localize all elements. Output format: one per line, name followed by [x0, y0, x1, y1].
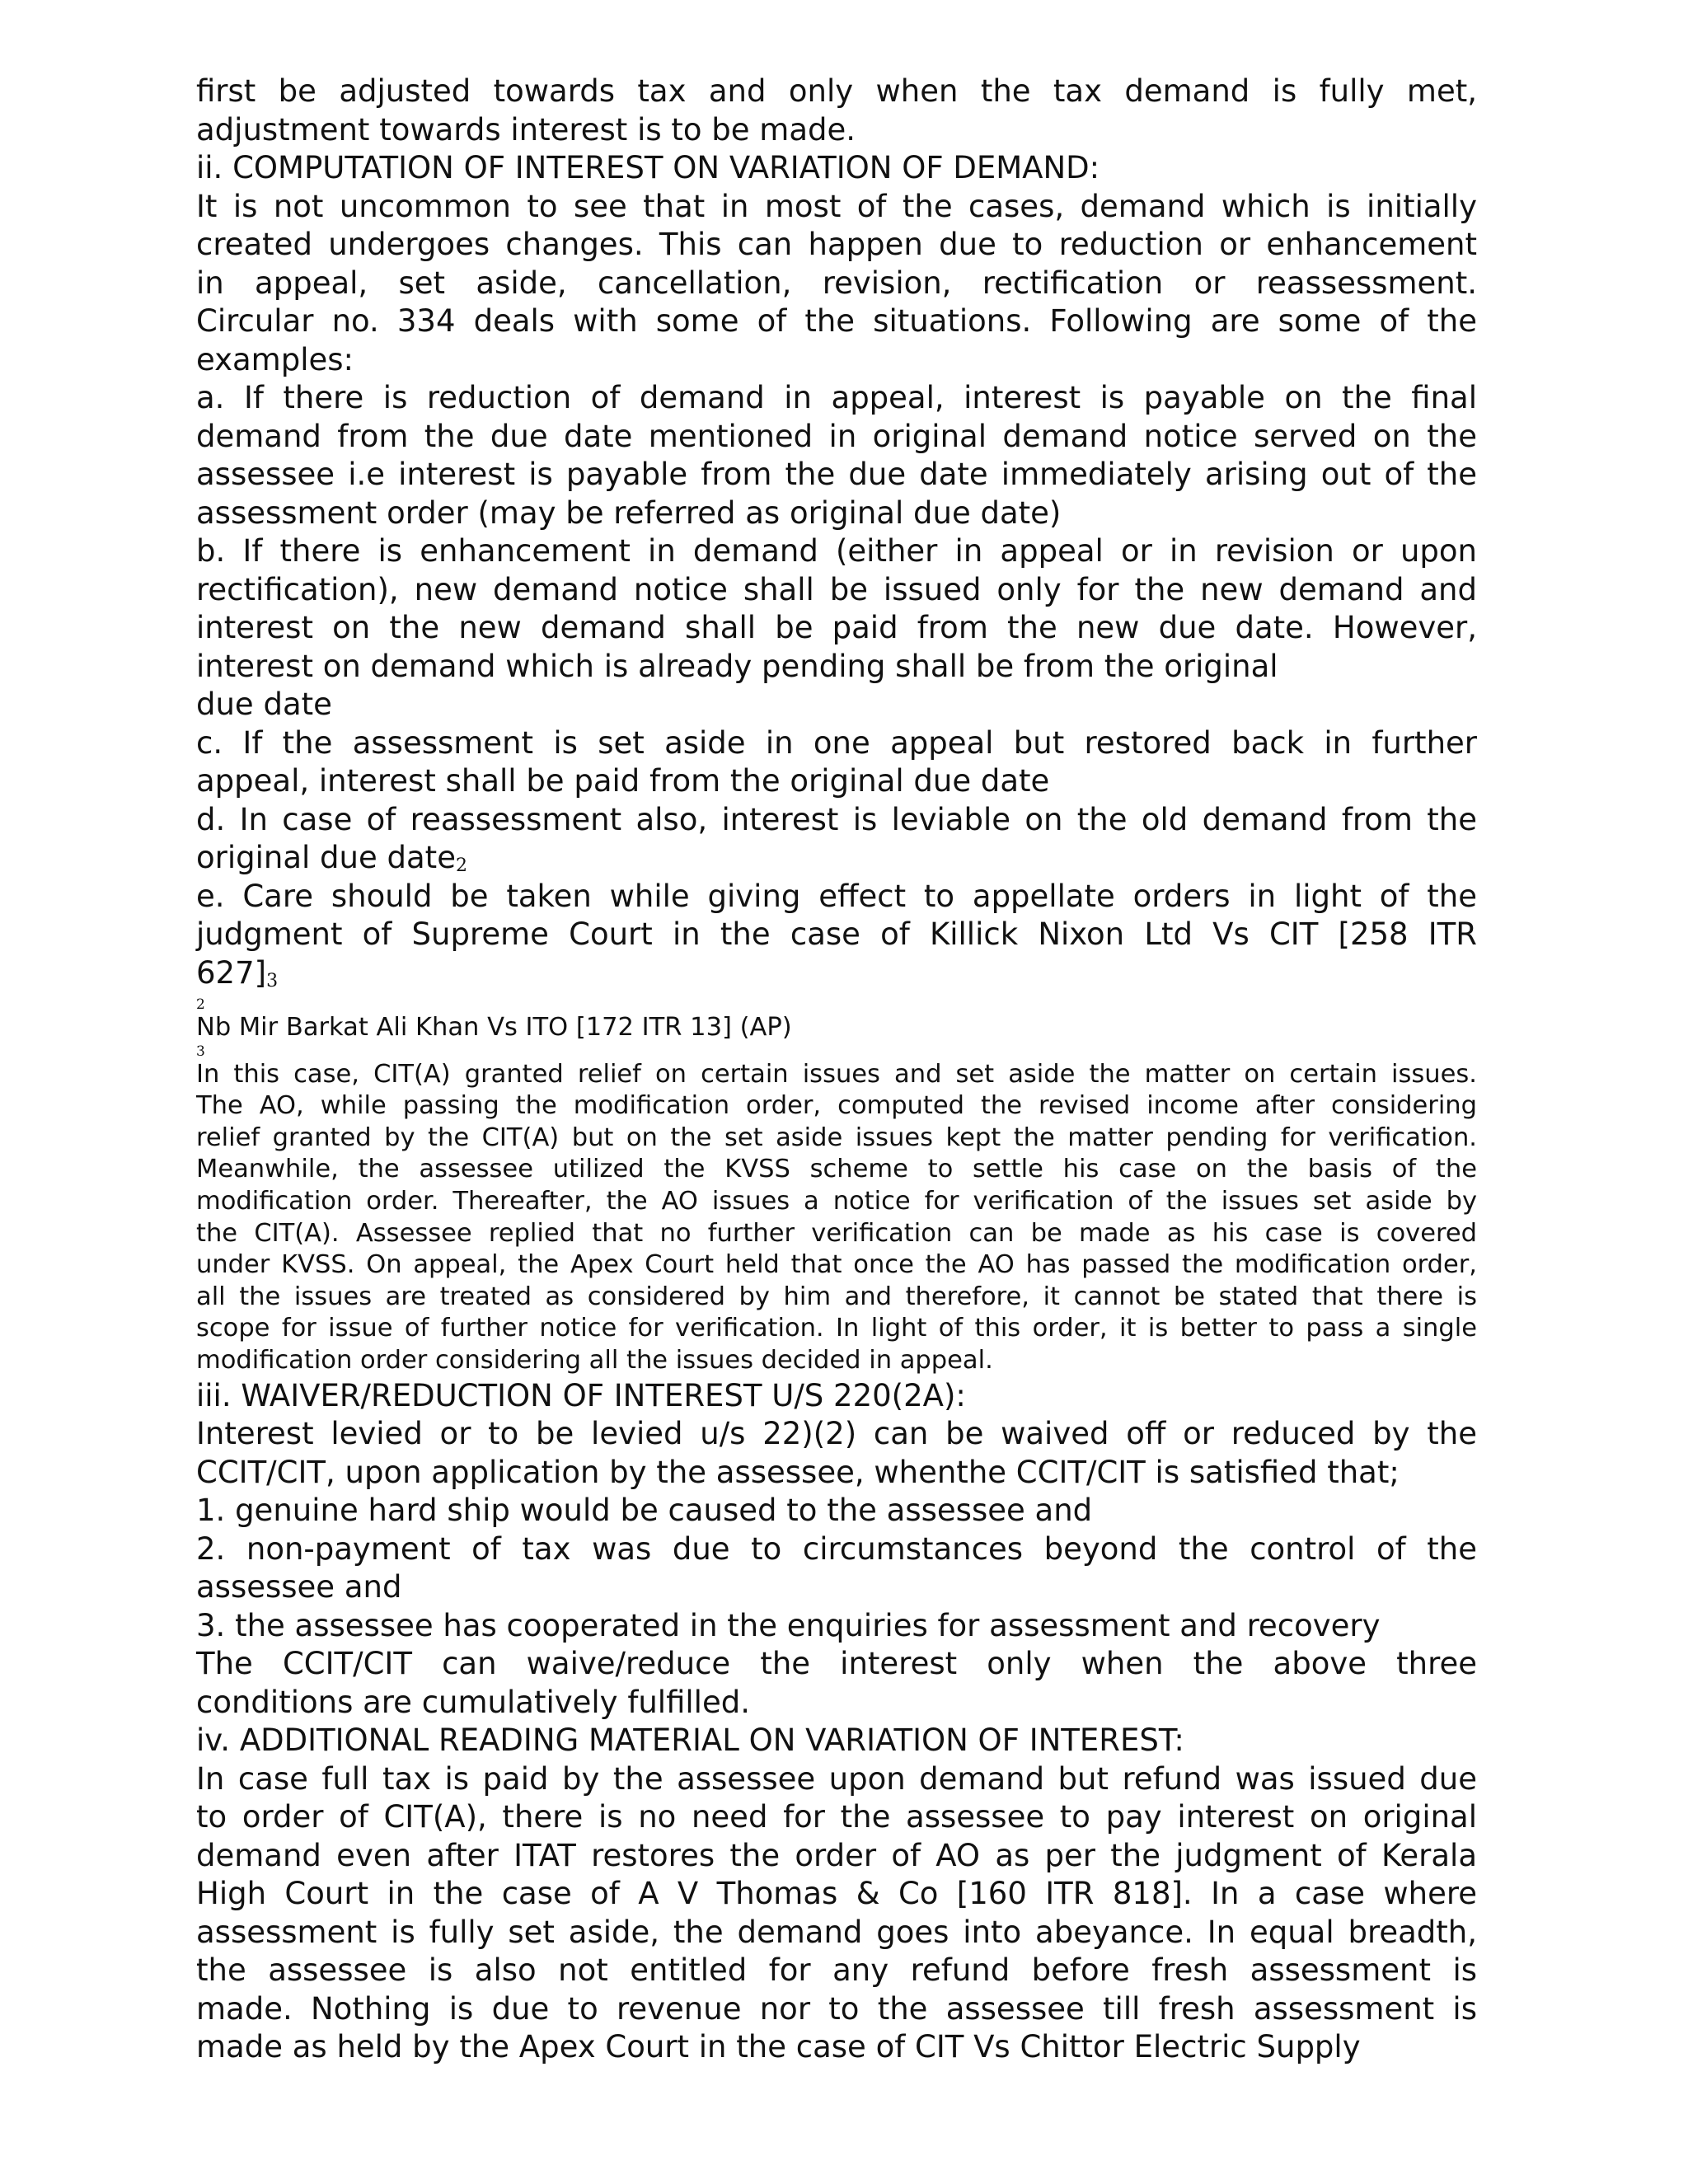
body-line: made. Nothing is due to revenue nor to the assessee till fresh assessment is [196, 1990, 1477, 2027]
body-line: assessee i.e interest is payable from the due date immediately arising out of the [196, 457, 1477, 492]
footnote-line: relief granted by the CIT(A) but on the set aside issues kept the matter pending for verification. [196, 1122, 1477, 1152]
document-page [196, 73, 1477, 2067]
body-line: due date [196, 687, 332, 722]
body-line: interest on demand which is already pending shall be from the original [196, 648, 1278, 684]
body-line: first be adjusted towards tax and only when the tax demand is fully met, [196, 73, 1477, 109]
body-line: judgment of Supreme Court in the case of Killick Nixon Ltd Vs CIT [258 ITR [196, 916, 1477, 952]
list-item-3: 3. the assessee has cooperated in the enquiries for assessment and recovery [196, 1607, 1381, 1643]
footnote-line: modification order. Thereafter, the AO issues a notice for verification of the issues set aside by [196, 1186, 1477, 1216]
footnote-line: under KVSS. On appeal, the Apex Court held that once the AO has passed the modification order, [196, 1250, 1477, 1280]
section-heading-iv: iv. ADDITIONAL READING MATERIAL ON VARIATION OF INTEREST: [196, 1722, 1184, 1759]
list-item-d: d. In case of reassessment also, interest is leviable on the old demand from the [196, 801, 1477, 837]
body-line: assessment is fully set aside, the demand goes into abeyance. In equal breadth, [196, 1914, 1477, 1950]
list-item-a: a. If there is reduction of demand in appeal, interest is payable on the final [196, 380, 1477, 415]
body-line: in appeal, set aside, cancellation, revision, rectification or reassessment. [196, 265, 1477, 301]
body-line: CCIT/CIT, upon application by the assessee, whenthe CCIT/CIT is satisfied that; [196, 1454, 1400, 1490]
body-line: Circular no. 334 deals with some of the situations. Following are some of the [196, 303, 1477, 339]
body-line: High Court in the case of A V Thomas & Co [160 ITR 818]. In a case where [196, 1876, 1477, 1912]
footnote-text-2: Nb Mir Barkat Ali Khan Vs ITO [172 ITR 13] (AP) [196, 1013, 792, 1042]
body-line: assessment order (may be referred as original due date) [196, 494, 1062, 531]
footnote-line: Meanwhile, the assessee utilized the KVSS scheme to settle his case on the basis of the [196, 1155, 1477, 1184]
body-line [196, 839, 1477, 878]
body-line: appeal, interest shall be paid from the original due date [196, 763, 1050, 799]
body-line: interest on the new demand shall be paid from the new due date. However, [196, 610, 1477, 645]
list-item-2: 2. non-payment of tax was due to circumstances beyond the control of the [196, 1530, 1477, 1567]
body-line: demand from the due date mentioned in original demand notice served on the [196, 418, 1477, 454]
body-line: made as held by the Apex Court in the case of CIT Vs Chittor Electric Supply [196, 2029, 1361, 2065]
body-line [196, 954, 1477, 993]
footnote-reference-3: 3 [266, 970, 279, 991]
body-line: It is not uncommon to see that in most of the cases, demand which is initially [196, 188, 1477, 224]
list-item-c: c. If the assessment is set aside in one appeal but restored back in further [196, 724, 1477, 761]
body-line: conditions are cumulatively fulfilled. [196, 1684, 750, 1720]
list-item-e: e. Care should be taken while giving effect to appellate orders in light of the [196, 878, 1477, 914]
footnote-line: In this case, CIT(A) granted relief on certain issues and set aside the matter on certain issues. [196, 1059, 1477, 1089]
footnote-line: the CIT(A). Assessee replied that no further verification can be made as his case is covered [196, 1218, 1477, 1248]
body-line: created undergoes changes. This can happen due to reduction or enhancement [196, 227, 1477, 262]
body-text: 627] [196, 954, 267, 991]
list-item-1: 1. genuine hard ship would be caused to the assessee and [196, 1493, 1093, 1529]
footnote-line: scope for issue of further notice for verification. In light of this order, it is better to pass a single [196, 1314, 1477, 1343]
body-line: Interest levied or to be levied u/s 22)(2) can be waived off or reduced by the [196, 1416, 1477, 1452]
footnote-line: modification order considering all the issues decided in appeal. [196, 1345, 993, 1375]
footnote-reference-2: 2 [455, 855, 467, 876]
body-line: In case full tax is paid by the assessee upon demand but refund was issued due [196, 1760, 1477, 1797]
body-line: rectification), new demand notice shall be issued only for the new demand and [196, 571, 1477, 607]
footnote-marker-3: 3 [196, 1043, 205, 1060]
body-line: assessee and [196, 1569, 402, 1605]
footnote-marker-2: 2 [196, 996, 205, 1013]
section-heading-ii: ii. COMPUTATION OF INTEREST ON VARIATION OF DEMAND: [196, 150, 1100, 185]
body-line: to order of CIT(A), there is no need for the assessee to pay interest on original [196, 1799, 1477, 1835]
section-heading-iii: iii. WAIVER/REDUCTION OF INTEREST U/S 220(2A): [196, 1377, 966, 1413]
body-line: the assessee is also not entitled for any refund before fresh assessment is [196, 1952, 1477, 1989]
body-line: demand even after ITAT restores the order of AO as per the judgment of Kerala [196, 1837, 1477, 1873]
body-line: examples: [196, 341, 354, 377]
footnote-line: The AO, while passing the modification order, computed the revised income after considering [196, 1091, 1477, 1121]
body-line: The CCIT/CIT can waive/reduce the interest only when the above three [196, 1646, 1477, 1682]
footnote-line: all the issues are treated as considered by him and therefore, it cannot be stated that there is [196, 1282, 1477, 1311]
list-item-b: b. If there is enhancement in demand (either in appeal or in revision or upon [196, 533, 1477, 569]
body-text: original due date [196, 840, 456, 875]
body-line: adjustment towards interest is to be made. [196, 111, 856, 148]
